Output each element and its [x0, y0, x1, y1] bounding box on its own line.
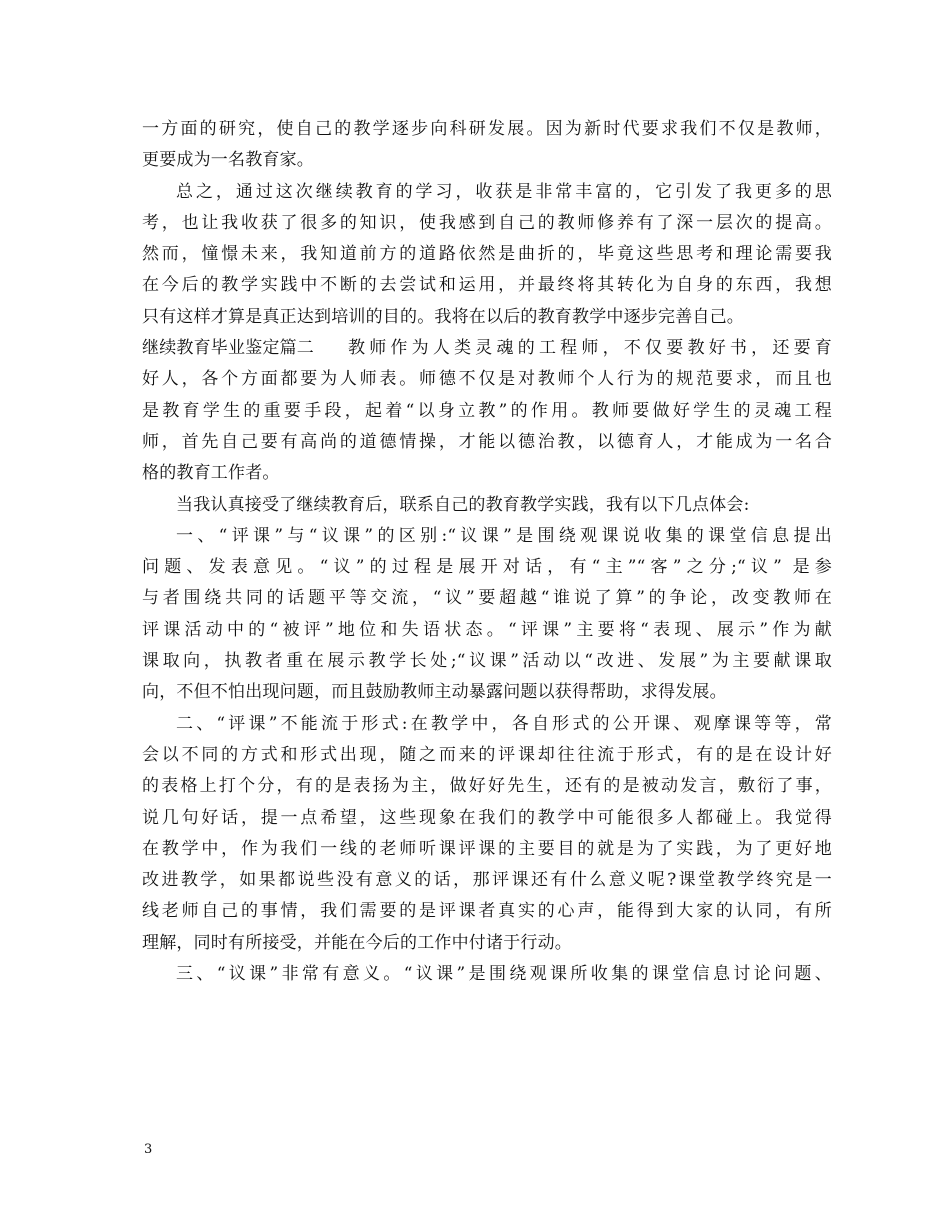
- text-line: 更要成为一名教育家。: [142, 150, 314, 171]
- text-line: 格的教育工作者。: [142, 463, 280, 484]
- text-line: 当我认真接受了继续教育后，联系自己的教育教学实践，我有以下几点体会:: [176, 494, 750, 515]
- text-line: 线老师自己的事情，我们需要的是评课者真实的心声，能得到大家的认同，有所: [142, 901, 832, 922]
- text-line: 考，也让我收获了很多的知识，使我感到自己的教师修养有了深一层次的提高。: [142, 212, 832, 233]
- page-number: 3: [144, 1142, 153, 1157]
- text-line: 向，不但不怕出现问题，而且鼓励教师主动暴露问题以获得帮助，求得发展。: [142, 682, 727, 703]
- text-line: 三、“议课”非常有意义。“议课”是围绕观课所收集的课堂信息讨论问题、: [176, 964, 832, 985]
- text-line: 总之，通过这次继续教育的学习，收获是非常丰富的，它引发了我更多的思: [176, 181, 832, 202]
- text-line: 然而，憧憬未来，我知道前方的道路依然是曲折的，毕竟这些思考和理论需要我: [142, 244, 832, 265]
- text-line: 是教育学生的重要手段，起着“以身立教”的作用。教师要做好学生的灵魂工程: [142, 400, 832, 421]
- text-line: 在今后的教学实践中不断的去尝试和运用，并最终将其转化为自身的东西，我想: [142, 275, 832, 296]
- section-heading: 继续教育毕业鉴定篇二: [142, 338, 314, 359]
- text-line: 一方面的研究，使自己的教学逐步向科研发展。因为新时代要求我们不仅是教师，: [142, 119, 832, 139]
- text-line: 会以不同的方式和形式出现，随之而来的评课却往往流于形式，有的是在设计好: [142, 744, 832, 765]
- text-line: 评课活动中的“被评”地位和失语状态。“评课”主要将“表现、展示”作为献: [142, 619, 832, 640]
- text-line: 一、“评课”与“议课”的区别:“议课”是围绕观课说收集的课堂信息提出: [176, 525, 832, 546]
- text-line: 改进教学，如果都说些没有意义的话，那评课还有什么意义呢?课堂教学终究是一: [142, 870, 832, 891]
- text-line: 师，首先自己要有高尚的道德情操，才能以德治教，以德育人，才能成为一名合: [142, 431, 832, 452]
- text-line: 好人，各个方面都要为人师表。师德不仅是对教师个人行为的规范要求，而且也: [142, 369, 832, 390]
- section-heading-line: [142, 333, 832, 364]
- text-line: 理解，同时有所接受，并能在今后的工作中付诸于行动。: [142, 932, 572, 953]
- text-line: 问题、发表意见。“议”的过程是展开对话，有“主”“客”之分;“议” 是参: [142, 557, 832, 578]
- text-line: 说几句好话，提一点希望，这些现象在我们的教学中可能很多人都碰上。我觉得: [142, 807, 832, 828]
- text-line: 的表格上打个分，有的是表扬为主，做好好先生，还有的是被动发言，敷衍了事，: [142, 776, 832, 797]
- text-line: 课取向，执教者重在展示教学长处;“议课”活动以“改进、发展”为主要献课取: [142, 651, 832, 672]
- text-line: 教师作为人类灵魂的工程师，不仅要教好书，还要育: [348, 338, 832, 359]
- text-line: 与者围绕共同的话题平等交流，“议”要超越“谁说了算”的争论，改变教师在: [142, 588, 832, 609]
- text-line: 二、“评课”不能流于形式:在教学中，各自形式的公开课、观摩课等等，常: [176, 713, 832, 734]
- document-body: [142, 114, 832, 990]
- text-line: 在教学中，作为我们一线的老师听课评课的主要目的就是为了实践，为了更好地: [142, 838, 832, 859]
- text-line: 只有这样才算是真正达到培训的目的。我将在以后的教育教学中逐步完善自己。: [142, 306, 744, 327]
